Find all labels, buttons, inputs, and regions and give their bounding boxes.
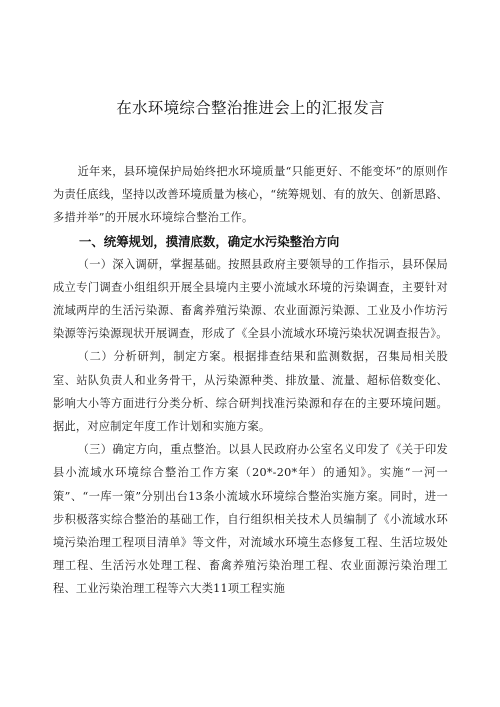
document-title: 在水环境综合整治推进会上的汇报发言 [116, 99, 385, 117]
paragraph-direction: （三）确定方向，重点整治。以县人民政府办公室名义印发了《关于印发县小流域水环境综合整治工作方案（20*-20*年）的通知》。实施“一河一策”、“一库一策”分别出台13条小流域水环境综合整治实施方案。同时，进一步积极落实综合整治的基础工作，自行组织相关技术人员编制了《小流域水环境污染治理工程项目清单》等文件，对流域水环境生态修复工程、生活垃圾处理工程、生活污水处理工程、畜禽养殖污染治理工程、农业面源污染治理工程、工业污染治理工程等六大类11项工程实施 [53, 443, 448, 596]
section-heading-1: 一、统筹规划，摸清底数，确定水污染整治方向 [79, 233, 340, 249]
paragraph-research: （一）深入调研，掌握基础。按照县政府主要领导的工作指示，县环保局成立专门调查小组组织开展全县境内主要小流域水环境的污染调查，主要针对流域两岸的生活污染源、畜禽养殖污染源、农业面源污染源、工业及小作坊污染源等污染源现状开展调查，形成了《全县小流域水环境污染状况调查报告》。 [53, 257, 448, 341]
paragraph-analysis: （二）分析研判，制定方案。根据排查结果和监测数据，召集局相关股室、站队负责人和业务骨干，从污染源种类、排放量、流量、超标倍数变化、影响大小等方面进行分类分析、综合研判找准污染源和存在的主要环境问题。据此，对应制定年度工作计划和实施方案。 [53, 350, 448, 434]
intro-paragraph: 近年来，县环境保护局始终把水环境质量“只能更好、不能变坏”的原则作为责任底线，坚持以改善环境质量为核心，“统筹规划、有的放矢、创新思路、多措并举”的开展水环境综合整治工作。 [53, 165, 448, 225]
